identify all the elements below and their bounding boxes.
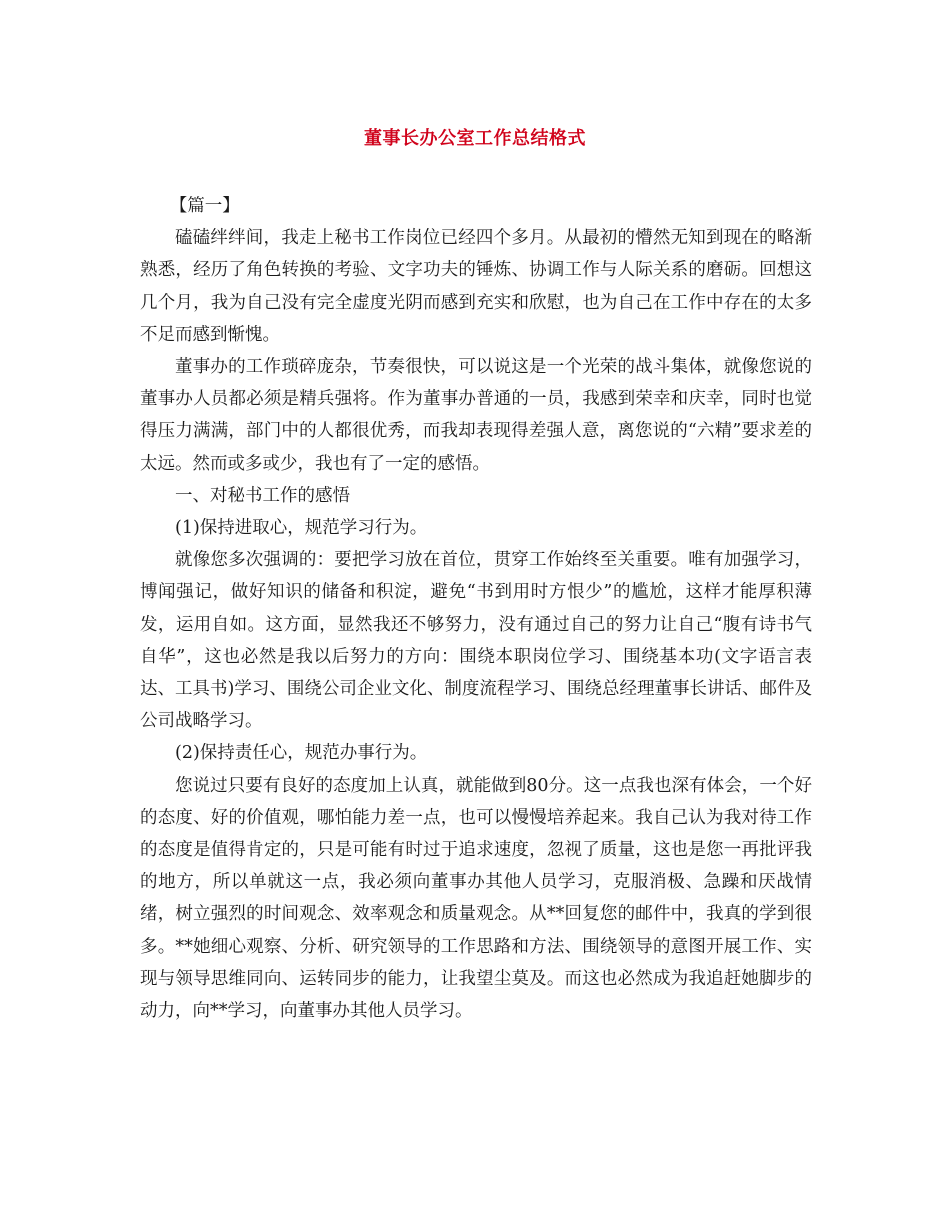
- paragraph-team: 董事办的工作琐碎庞杂，节奏很快，可以说这是一个光荣的战斗集体，就像您说的董事办人员都必须是精兵强将。作为董事办普通的一员，我感到荣幸和庆幸，同时也觉得压力满满，部门中的人都很优秀，而我却表现得差强人意，离您说的“六精”要求差的太远。然而或多或少，我也有了一定的感悟。: [140, 357, 812, 474]
- paragraph-intro: 磕磕绊绊间，我走上秘书工作岗位已经四个多月。从最初的懵然无知到现在的略渐熟悉，经历了角色转换的考验、文字功夫的锤炼、协调工作与人际关系的磨砺。回想这几个月，我为自己没有完全虚度光阴而感到充实和欣慰，也为自己在工作中存在的太多不足而感到惭愧。: [140, 228, 812, 345]
- paragraph-responsibility: 您说过只要有良好的态度加上认真，就能做到80分。这一点我也深有体会，一个好的态度、好的价值观，哪怕能力差一点，也可以慢慢培养起来。我自己认为我对待工作的态度是值得肯定的，只是可能有时过于追求速度，忽视了质量，这也是您一再批评我的地方，所以单就这一点，我必须向董事办其他人员学习，克服消极、急躁和厌战情绪，树立强烈的时间观念、效率观念和质量观念。从**回复您的邮件中，我真的学到很多。**她细心观察、分析、研究领导的工作思路和方法、围绕领导的意图开展工作、实现与领导思维同向、运转同步的能力，让我望尘莫及。而这也必然成为我追赶她脚步的动力，向**学习，向董事办其他人员学习。: [140, 775, 812, 1022]
- document-body: [140, 190, 812, 1027]
- heading-secretary-insights: 一、对秘书工作的感悟: [175, 485, 350, 506]
- document-title: 董事长办公室工作总结格式: [364, 128, 586, 149]
- section-label: 【篇一】: [169, 196, 240, 216]
- subheading-responsibility: (2)保持责任心，规范办事行为。: [175, 743, 428, 764]
- paragraph-learning: 就像您多次强调的：要把学习放在首位，贯穿工作始终至关重要。唯有加强学习，博闻强记，做好知识的储备和积淀，避免“书到用时方恨少”的尴尬，这样才能厚积薄发，运用自如。这方面，显然我还不够努力，没有通过自己的努力让自己“腹有诗书气自华”，这也必然是我以后努力的方向：围绕本职岗位学习、围绕基本功(文字语言表达、工具书)学习、围绕公司企业文化、制度流程学习、围绕总经理董事长讲话、邮件及公司战略学习。: [140, 550, 812, 732]
- subheading-learning: (1)保持进取心，规范学习行为。: [175, 518, 428, 539]
